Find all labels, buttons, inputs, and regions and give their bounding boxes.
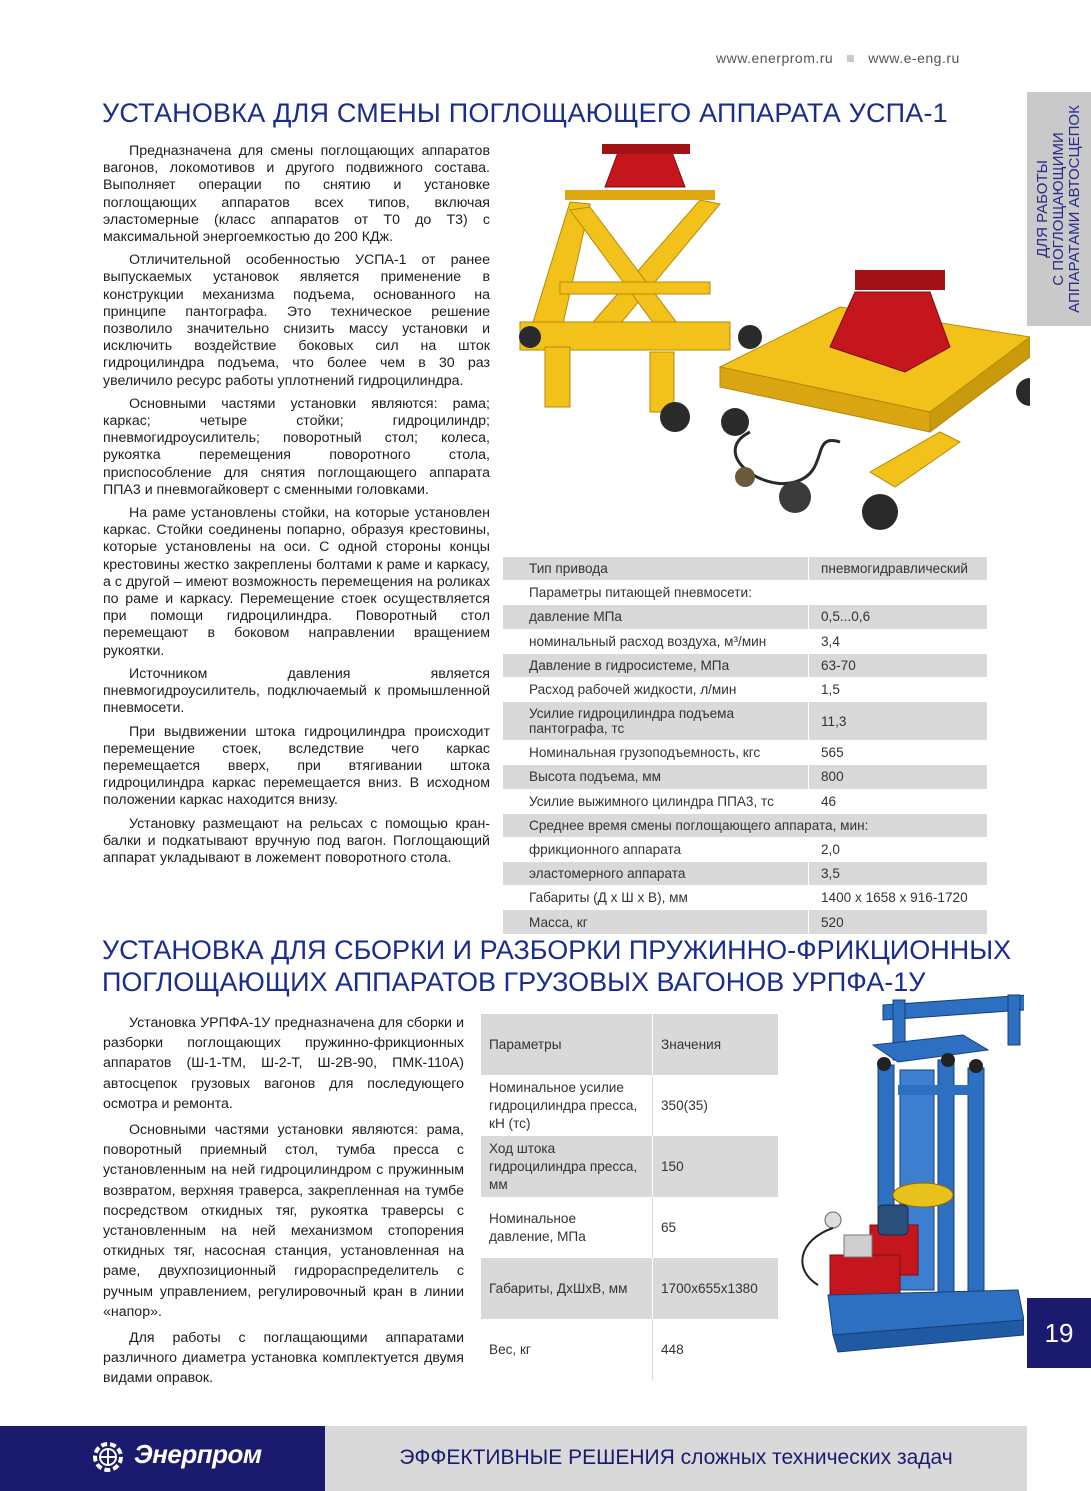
paragraph: Установка УРПФА-1У предназначена для сборки и разборки поглощающих пружинно-фрикционных аппаратов (Ш-1-ТМ, Ш-2-Т, Ш-2В-90, ПМК-110А) автосцепок грузовых вагонов для последующего осмотра и ремонта.: [103, 1015, 464, 1112]
uspa-1-spec-table: [503, 557, 987, 935]
side-tab-label: ДЛЯ РАБОТЫ С ПОГЛОЩАЮЩИМИ АППАРАТАМИ АВТОСЦЕПОК: [1034, 105, 1083, 313]
separator-square: [847, 55, 854, 62]
uspa-base-unit: [720, 270, 1030, 530]
table-row: Габариты, ДхШхВ, мм 1700х655х1380: [481, 1258, 778, 1319]
section2-title: УСТАНОВКА ДЛЯ СБОРКИ И РАЗБОРКИ ПРУЖИННО-ФРИКЦИОННЫХ ПОГЛОЩАЮЩИХ АППАРАТОВ ГРУЗОВЫХ ВАГОНОВ УРПФА-1У: [102, 935, 1012, 997]
section1-body: [103, 143, 490, 873]
page-number: 19: [1027, 1298, 1091, 1368]
table-row: Ход штока гидроцилиндра пресса, мм 150: [481, 1136, 778, 1197]
table-row: Габариты (Д х Ш х В), мм 1400 х 1658 х 916-1720: [503, 886, 987, 910]
paragraph: Источником давления является пневмогидроусилитель, подключаемый к промышленной пневмосети.: [103, 665, 490, 717]
table-row: Тип привода пневмогидравлический: [503, 557, 987, 581]
header-websites: [716, 50, 960, 66]
table-row: Высота подъема, мм 800: [503, 765, 987, 789]
table-row: Параметры питающей пневмосети:: [503, 581, 987, 605]
paragraph: Отличительной особенностью УСПА-1 от ранее выпускаемых установок является применение в конструкции механизма подъема, основанного на принципе пантографа. Это техническое решение позволило значительно снизить массу установки и исключить воздействие боковых сил на шток гидроцилиндра подъема, что более чем в 30 раз увеличило ресурс работы уплотнений гидроцилиндра.: [103, 252, 490, 389]
urpfa-press-unit: [802, 995, 1024, 1352]
table-row: Номинальное усилие гидроцилиндра пресса, кН (тс) 350(35): [481, 1075, 778, 1136]
table-row: фрикционного аппарата 2,0: [503, 837, 987, 861]
table-row: Усилие выжимного цилиндра ППА3, тс 46: [503, 789, 987, 813]
table-row: Среднее время смены поглощающего аппарата, мин:: [503, 813, 987, 837]
uspa-lift-unit: [519, 144, 762, 432]
table-row: Расход рабочей жидкости, л/мин 1,5: [503, 677, 987, 701]
table-row: Номинальная грузоподъемность, кгс 565: [503, 741, 987, 765]
table-row: Масса, кг 520: [503, 910, 987, 934]
paragraph: Основными частями установки являются: рама; каркас; четыре стойки; гидроцилиндр; пневмогидроусилитель; поворотный стол; колеса, рукоятка перемещения поворотного стола, приспособление для снятия поглощающего аппарата ППА3 и пневмогайковерт с сменными головками.: [103, 395, 490, 498]
section1-title: УСТАНОВКА ДЛЯ СМЕНЫ ПОГЛОЩАЮЩЕГО АППАРАТА УСПА-1: [102, 98, 948, 128]
table-row: Вес, кг 448: [481, 1319, 778, 1380]
table-header-row: Параметры Значения: [481, 1014, 778, 1075]
footer-slogan: ЭФФЕКТИВНЫЕ РЕШЕНИЯ сложных технических задач: [325, 1426, 1027, 1491]
company-logo[interactable]: Энерпром: [134, 1439, 262, 1469]
gear-icon: [88, 1437, 128, 1477]
section2-body: [103, 1013, 464, 1395]
urpfa-1u-spec-table: [481, 1014, 778, 1380]
paragraph: На раме установлены стойки, на которые установлен каркас. Стойки соединены попарно, образуя крестовины, которые установлены на оси. С одной стороны концы крестовины жестко закреплены болтами к раме и каркасу, а с другой – имеют возможность перемещения на роликах по раме и каркасу. Перемещение стоек осуществляется при помощи гидроцилиндра. Поворотный стол перемещают в боковом направлении вращением рукоятки.: [103, 505, 490, 659]
website-link-enerprom[interactable]: www.enerprom.ru: [716, 50, 834, 66]
paragraph: Для работы с поглащающими аппаратами различного диаметра установка комплектуется двумя видами оправок.: [103, 1330, 464, 1387]
paragraph: Установку размещают на рельсах с помощью кран-балки и подкатывают вручную под вагон. Поглощающий аппарат укладывают в ложемент поворотного стола.: [103, 815, 490, 866]
paragraph: Предназначена для смены поглощающих аппаратов вагонов, локомотивов и другого подвижного состава. Выполняет операции по снятию и установке поглощающих аппаратов всех типов, включая эластомерные (класс аппаратов от Т0 до Т3) с максимальной энергоемкостью до 200 КДж.: [103, 143, 490, 246]
paragraph: Основными частями установки являются: рама, поворотный приемный стол, тумба пресса с установленным на ней гидроцилиндром с пружинным возвратом, верхняя траверса, закрепленная на тумбе посредством откидных тяг, рукоятка траверсы с установленным на ней механизмом стопорения откидных тяг, насосная станция, установленная на раме, двухпозиционный гидрораспределитель с ручным управлением, регулировочный кран в линии «напор».: [103, 1122, 464, 1320]
urpfa-1u-press-photo: [788, 990, 1024, 1360]
website-link-e-eng[interactable]: www.e-eng.ru: [868, 50, 960, 66]
table-row: Номинальное давление, МПа 65: [481, 1197, 778, 1258]
table-row: эластомерного аппарата 3,5: [503, 862, 987, 886]
table-row: давление МПа 0,5...0,6: [503, 605, 987, 629]
paragraph: При выдвижении штока гидроцилиндра происходит перемещение стоек, вследствие чего каркас перемещается вверх, при втягивании штока гидроцилиндра каркас перемещается вниз. В исходном положении каркас находится внизу.: [103, 723, 490, 809]
uspa-1-machine-photo: [510, 132, 1030, 552]
side-tab: [1027, 92, 1091, 326]
table-row: Давление в гидросистеме, МПа 63-70: [503, 653, 987, 677]
table-row: Усилие гидроцилиндра подъема пантографа, тс 11,3: [503, 702, 987, 741]
table-row: номинальный расход воздуха, м³/мин 3,4: [503, 629, 987, 653]
